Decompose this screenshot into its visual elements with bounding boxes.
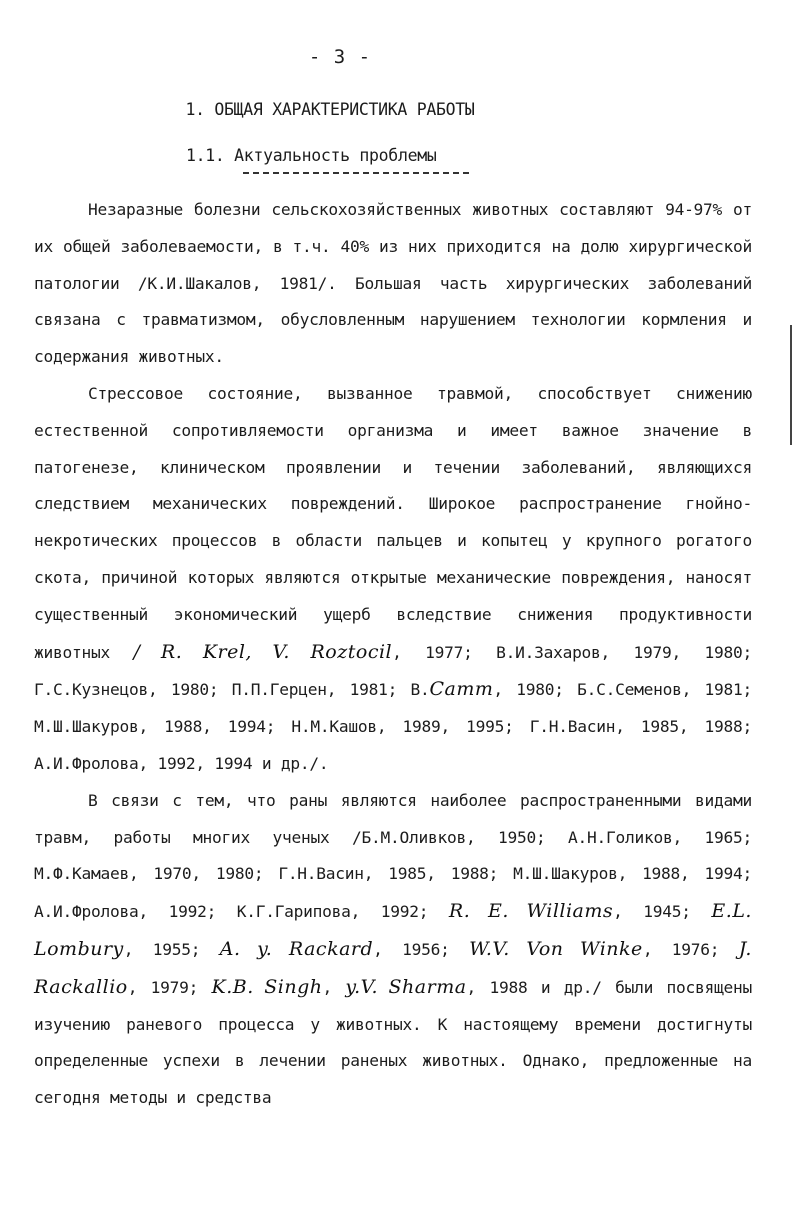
paragraph-2-text-c: , 1980; Б.С.Семенов, 1981; М.Ш.Шакуров, 1988, 1994; Н.М.Кашов, 1989, 1995; Г.Н.Васин, 1985, 1988; А.И.Фролова, 1992, 1994 и др./. [34, 680, 753, 773]
paragraph-3-text-i: , 1988 и др./ были посвящены изучению раневого процесса у животных. К настоящему времени достигнуты определенные успехи в лечении раненых животных. Однако, предложенные на сегодня методы и средства [34, 977, 752, 1108]
scan-edge-line [790, 325, 792, 445]
paragraph-3-text-f: , 1979; [127, 977, 199, 997]
page-number: - 3 - [308, 46, 372, 68]
handwritten-citation-singh: K.B. Singh [211, 975, 323, 998]
subsection-title: 1.1. Актуальность проблемы [186, 146, 437, 165]
paragraph-2 [34, 376, 752, 783]
handwritten-citation-von-winke: W.V. Von Winke [469, 937, 643, 960]
body-text [34, 192, 752, 1117]
paragraph-3 [34, 783, 752, 1117]
paragraph-1: Незаразные болезни сельскохозяйственных животных составляют 94-97% от их общей заболеваемости, в т.ч. 40% из них приходится на долю хирургической патологии /К.И.Шакалов, 1981/. Большая часть хирургических заболеваний связана с травматизмом, обусловленным нарушением технологии кормления и содержания животных. [34, 200, 752, 367]
handwritten-citation-sharma: y.V. Sharma [345, 975, 467, 998]
paragraph-3-text-d: , 1956; [373, 939, 450, 959]
handwritten-citation-lombury: E.L. Lombury [34, 900, 752, 960]
section-title: 1. ОБЩАЯ ХАРАКТЕРИСТИКА РАБОТЫ [185, 100, 475, 119]
handwritten-citation-rackard: A. y. Rackard [219, 937, 374, 960]
handwritten-citation-krel: / R. Krel, V. Roztocil [133, 640, 393, 663]
paragraph-3-text-c: , 1955; [123, 939, 201, 959]
handwritten-citation-williams: R. E. Williams [448, 900, 614, 923]
paragraph-3-text-e: , 1976; [642, 939, 720, 959]
paragraph-3-text-g: , [322, 977, 332, 997]
handwritten-citation-rackallio: J. Rackallio [34, 937, 752, 998]
subsection-underline [243, 172, 469, 174]
handwritten-citation-camm: Camm [429, 678, 494, 701]
paragraph-3-text-a: В связи с тем, что раны являются наиболее распространенными видами травм, работы многих ученых /Б.М.Оливков, 1950; А.Н.Голиков, 1965; М.Ф.Камаев, 1970, 1980; Г.Н.Васин, 1985, 1988; М.Ш.Шакуров, 1988, 1994; А.И.Фролова, 1992; К.Г.Гарипова, 1992; [34, 790, 752, 922]
paragraph-2-text-b: , 1977; В.И.Захаров, 1979, 1980; Г.С.Кузнецов, 1980; П.П.Герцен, 1981; В. [34, 642, 753, 700]
paragraph-3-text-b: , 1945; [613, 902, 691, 922]
paragraph-2-text-a: Стрессовое состояние, вызванное травмой, способствует снижению естественной сопротивляемости организма и имеет важное значение в патогенезе, клиническом проявлении и течении заболеваний, являющихся следствием механических повреждений. Широкое распространение гнойно-некротических процессов в области пальцев и копытец у крупного рогатого скота, причиной которых являются открытые механические повреждения, наносят существенный экономический ущерб вследствие снижения продуктивности животных [34, 383, 752, 662]
